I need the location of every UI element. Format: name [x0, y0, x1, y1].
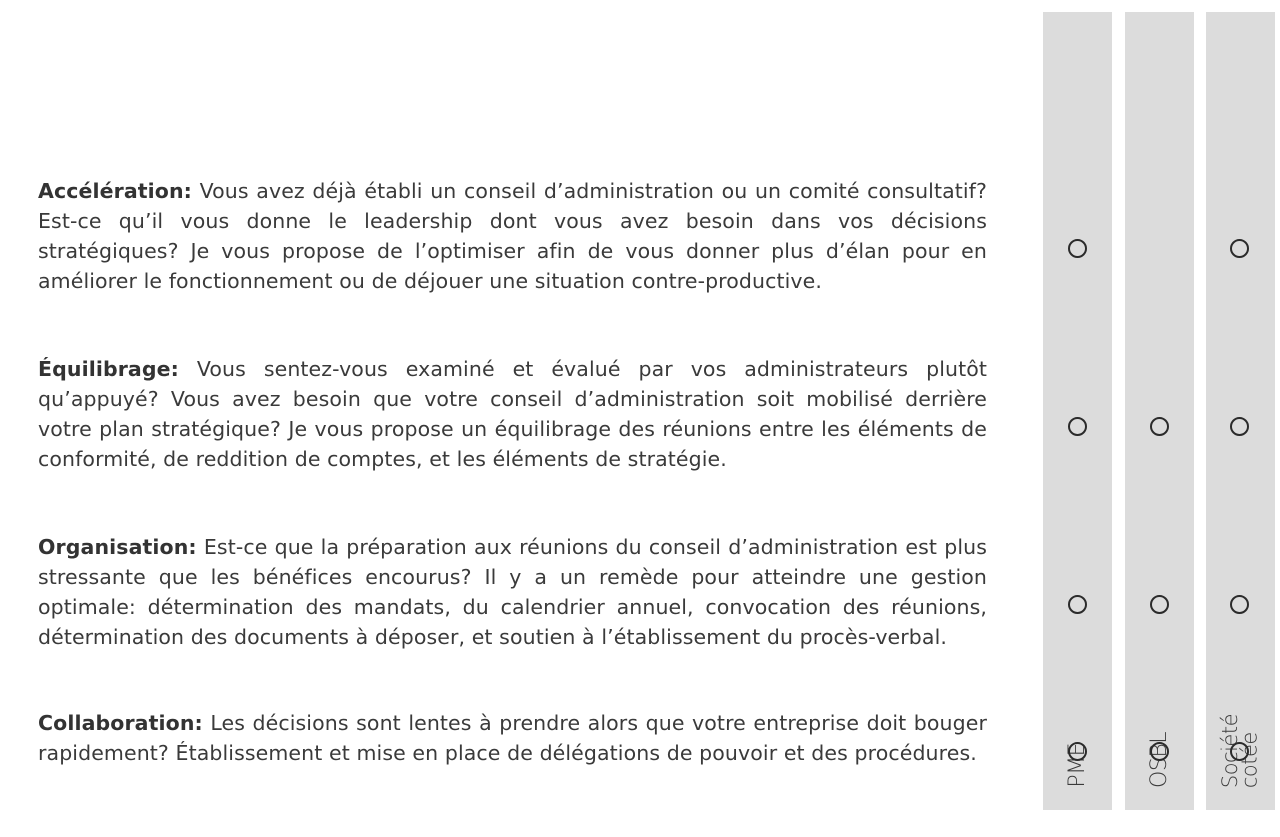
circle-mark-icon	[1230, 417, 1249, 436]
service-row-collaboration	[38, 708, 987, 768]
circle-mark-icon	[1068, 239, 1087, 258]
row-text: Les décisions sont lentes à prendre alors que votre entreprise doit bouger rapidement? Établissement et mise en place de délégations de pouvoir et des procédures.	[38, 711, 987, 765]
circle-mark-icon	[1150, 742, 1169, 761]
circle-mark-icon	[1150, 595, 1169, 614]
column-header-label: OSBL	[1146, 732, 1172, 788]
service-row-organisation	[38, 532, 987, 652]
circle-mark-icon	[1068, 417, 1087, 436]
circle-mark-icon	[1068, 595, 1087, 614]
column-header	[1206, 12, 1275, 788]
column-header	[1125, 12, 1194, 788]
column-osbl	[1125, 12, 1194, 810]
column-header	[1043, 12, 1112, 788]
row-title: Organisation:	[38, 535, 197, 559]
row-text: Vous avez déjà établi un conseil d’administration ou un comité consultatif? Est-ce qu’il vous donne le leadership dont vous avez besoin dans vos décisions stratégiques? Je vous propose de l’optimiser afin de vous donner plus d’élan pour en améliorer le fonctionnement ou de déjouer une situation contre-productive.	[38, 179, 987, 293]
row-text: Vous sentez-vous examiné et évalué par vos administrateurs plutôt qu’appuyé? Vous avez besoin que votre conseil d’administration soit mobilisé derrière votre plan stratégique? Je vous propose un équilibrage des réunions entre les éléments de conformité, de reddition de comptes, et les éléments de stratégie.	[38, 357, 987, 471]
circle-mark-icon	[1230, 595, 1249, 614]
circle-mark-icon	[1150, 417, 1169, 436]
service-row-equilibrage	[38, 354, 987, 474]
circle-mark-icon	[1230, 742, 1249, 761]
row-title: Accélération:	[38, 179, 192, 203]
circle-mark-icon	[1230, 239, 1249, 258]
row-text: Est-ce que la préparation aux réunions du conseil d’administration est plus stressante que les bénéfices encourus? Il y a un remède pour atteindre une gestion optimale: détermination des mandats, du calendrier annuel, convocation des réunions, détermination des documents à déposer, et soutien à l’établissement du procès-verbal.	[38, 535, 987, 649]
column-header-label: Société cotée	[1218, 713, 1262, 788]
service-row-acceleration	[38, 176, 987, 296]
column-header-label: PME	[1064, 743, 1090, 788]
row-title: Équilibrage:	[38, 357, 179, 381]
circle-mark-icon	[1068, 742, 1087, 761]
column-societe-cotee	[1206, 12, 1275, 810]
column-pme	[1043, 12, 1112, 810]
row-title: Collaboration:	[38, 711, 203, 735]
